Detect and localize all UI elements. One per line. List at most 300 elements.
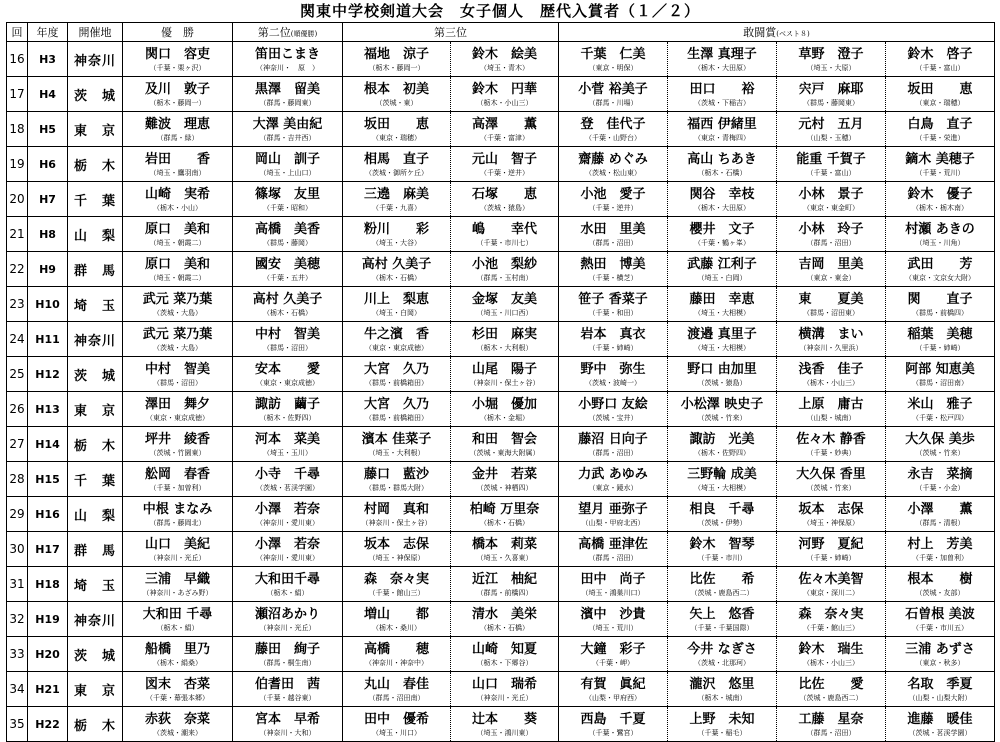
player-affiliation: （茨城・大島） <box>153 343 202 352</box>
player-affiliation: （神奈川・光丘） <box>149 553 206 562</box>
fighting-cell-3 <box>777 392 886 427</box>
player-affiliation: （栃木・小山三） <box>803 658 859 667</box>
player-name: 比佐 希 <box>689 571 755 587</box>
player-affiliation: （群馬・藤岡） <box>263 238 312 247</box>
player-affiliation: （埼玉・川口） <box>372 728 421 737</box>
table-row <box>7 322 995 357</box>
third-cell-1 <box>343 147 451 182</box>
player-affiliation: （埼玉・神保原） <box>803 518 859 527</box>
player-name: 今井 なぎさ <box>687 641 757 657</box>
player-affiliation: （千葉・山野台） <box>585 133 641 142</box>
player-affiliation: （埼玉・青木） <box>480 63 529 72</box>
fighting-cell-4 <box>886 637 995 672</box>
player-name: 濱中 沙貴 <box>580 606 646 622</box>
player-name: 小野口 友絵 <box>578 396 648 412</box>
player-name: 小澤 若奈 <box>254 501 320 517</box>
player-affiliation: （神奈川・ 原 ） <box>256 63 319 72</box>
player-name: 河本 菜美 <box>254 431 320 447</box>
player-affiliation: （千葉・昭和） <box>263 203 312 212</box>
table-row <box>7 462 995 497</box>
round-number: 23 <box>7 287 28 322</box>
player-name: 岡山 訓子 <box>254 151 320 167</box>
player-affiliation: （栃木・藤岡一） <box>368 63 425 72</box>
winner-cell <box>123 287 233 322</box>
fighting-cell-4 <box>886 357 995 392</box>
player-affiliation: （神奈川・愛川東） <box>256 518 319 527</box>
fighting-cell-1 <box>559 462 668 497</box>
player-affiliation: （千葉・和田） <box>588 308 638 317</box>
fighting-cell-4 <box>886 287 995 322</box>
round-number: 16 <box>7 42 28 77</box>
fighting-cell-4 <box>886 392 995 427</box>
third-cell-1 <box>343 532 451 567</box>
player-affiliation: （埼玉・荒川） <box>588 623 638 632</box>
fighting-cell-3 <box>777 252 886 287</box>
winner-cell <box>123 112 233 147</box>
player-name: 齋藤 めぐみ <box>578 151 648 167</box>
player-affiliation: （茨城・竹園東） <box>149 448 206 457</box>
table-row <box>7 567 995 602</box>
fighting-cell-3 <box>777 497 886 532</box>
year-cell: H21 <box>28 672 68 707</box>
player-affiliation: （埼玉・久喜東） <box>476 553 533 562</box>
second-cell <box>233 112 343 147</box>
player-name: 登 佳代子 <box>580 116 646 132</box>
player-name: 大和田千尋 <box>254 571 320 587</box>
player-affiliation: （千葉・市川五） <box>912 623 969 632</box>
fighting-cell-1 <box>559 672 668 707</box>
player-name: 丸山 春佳 <box>363 676 429 692</box>
table-row <box>7 392 995 427</box>
table-row <box>7 707 995 742</box>
player-name: 名取 季夏 <box>907 676 973 692</box>
player-affiliation: （茨城・友部） <box>915 588 965 597</box>
second-cell <box>233 462 343 497</box>
player-affiliation: （茨城・鹿島西二） <box>690 588 754 597</box>
player-affiliation: （栃木・小山三） <box>803 378 859 387</box>
venue-cell: 山 梨 <box>68 497 123 532</box>
venue-cell: 栃 木 <box>68 427 123 462</box>
year-cell: H15 <box>28 462 68 497</box>
fighting-cell-3 <box>777 357 886 392</box>
player-name: 福地 涼子 <box>363 46 429 62</box>
player-name: 村瀬 あきの <box>905 221 975 237</box>
player-affiliation: （山梨・玉穂） <box>806 133 856 142</box>
third-cell-1 <box>343 637 451 672</box>
player-affiliation: （山梨・山梨大附） <box>908 693 972 702</box>
player-name: 鈴木 円華 <box>471 81 537 97</box>
table-row <box>7 497 995 532</box>
player-affiliation: （埼玉・大原） <box>806 63 856 72</box>
player-affiliation: （千葉・逆井） <box>588 203 638 212</box>
player-affiliation: （栃木・石橋） <box>480 518 529 527</box>
venue-cell: 山 梨 <box>68 217 123 252</box>
second-cell <box>233 637 343 672</box>
player-affiliation: （千葉・鷺宮） <box>588 728 638 737</box>
player-affiliation: （千葉・五井） <box>263 273 312 282</box>
venue-cell: 茨 城 <box>68 77 123 112</box>
player-name: 高山 ちあき <box>687 151 757 167</box>
player-affiliation: （埼玉・川口西） <box>476 308 533 317</box>
third-cell-2 <box>451 182 559 217</box>
player-name: 杉田 麻実 <box>471 326 537 342</box>
fighting-cell-1 <box>559 77 668 112</box>
fighting-cell-4 <box>886 182 995 217</box>
table-row <box>7 182 995 217</box>
player-affiliation: （栃木・石橋） <box>372 273 421 282</box>
venue-cell: 埼 玉 <box>68 287 123 322</box>
player-affiliation: （茨城・伊勢） <box>697 518 747 527</box>
player-name: 東 夏美 <box>798 291 864 307</box>
third-cell-1 <box>343 602 451 637</box>
venue-cell: 埼 玉 <box>68 567 123 602</box>
fighting-cell-1 <box>559 707 668 742</box>
player-affiliation: （埼玉・朝霞二） <box>149 273 206 282</box>
player-name: 根本 樹 <box>907 571 973 587</box>
round-number: 24 <box>7 322 28 357</box>
fighting-cell-4 <box>886 147 995 182</box>
third-cell-1 <box>343 182 451 217</box>
second-cell <box>233 602 343 637</box>
third-cell-2 <box>451 532 559 567</box>
player-affiliation: （茨城・竹来） <box>915 448 965 457</box>
third-cell-2 <box>451 287 559 322</box>
player-affiliation: （千葉・姉崎） <box>915 343 965 352</box>
fighting-cell-2 <box>668 287 777 322</box>
round-number: 22 <box>7 252 28 287</box>
table-row <box>7 252 995 287</box>
third-cell-2 <box>451 427 559 462</box>
fighting-cell-4 <box>886 252 995 287</box>
player-name: 藤田 絢子 <box>254 641 320 657</box>
player-affiliation: （神奈川・保土ヶ谷） <box>469 378 540 387</box>
player-name: 黒澤 留美 <box>254 81 320 97</box>
player-affiliation: （群馬・沼田） <box>588 553 638 562</box>
player-affiliation: （千葉・千葉国際） <box>690 623 754 632</box>
table-row <box>7 637 995 672</box>
fighting-cell-1 <box>559 602 668 637</box>
header-third: 第三位 <box>343 23 559 42</box>
player-name: 安本 愛 <box>254 361 320 377</box>
player-name: 相良 千尋 <box>689 501 755 517</box>
player-affiliation: （群馬・沼田） <box>806 238 856 247</box>
player-affiliation: （群馬・沼田南） <box>912 378 969 387</box>
player-name: 中根 まなみ <box>142 501 213 517</box>
player-name: 小林 玲子 <box>798 221 864 237</box>
fighting-cell-3 <box>777 147 886 182</box>
table-row <box>7 427 995 462</box>
player-affiliation: （栃木・絹） <box>266 588 309 597</box>
fighting-cell-1 <box>559 182 668 217</box>
player-affiliation: （茨城・茗渓学園） <box>908 728 972 737</box>
third-cell-2 <box>451 567 559 602</box>
third-cell-1 <box>343 77 451 112</box>
player-affiliation: （栃木・石橋） <box>480 623 529 632</box>
winners-table <box>6 22 995 742</box>
player-name: 笛田こまき <box>254 46 320 62</box>
player-affiliation: （群馬・前橋箱田） <box>365 413 428 422</box>
player-name: 川上 梨恵 <box>363 291 429 307</box>
player-name: 諏訪 光美 <box>689 431 755 447</box>
player-affiliation: （栃木・絹） <box>156 623 199 632</box>
player-name: 田口 裕 <box>689 81 755 97</box>
player-name: 野中 弥生 <box>580 361 646 377</box>
player-name: 田中 尚子 <box>580 571 646 587</box>
player-affiliation: （千葉・加曽利） <box>912 553 969 562</box>
round-number: 19 <box>7 147 28 182</box>
second-cell <box>233 357 343 392</box>
year-cell: H7 <box>28 182 68 217</box>
venue-cell: 神奈川 <box>68 602 123 637</box>
third-cell-2 <box>451 112 559 147</box>
player-name: 坂本 志保 <box>363 536 429 552</box>
player-affiliation: （千葉・小金） <box>915 483 965 492</box>
player-name: 福西 伊緒里 <box>687 116 757 132</box>
table-row <box>7 602 995 637</box>
player-name: 米山 雅子 <box>907 396 973 412</box>
fighting-cell-3 <box>777 287 886 322</box>
player-name: 大久保 香里 <box>796 466 866 482</box>
player-name: 藤田 幸恵 <box>689 291 755 307</box>
player-affiliation: （山梨・甲府北西） <box>581 518 645 527</box>
round-number: 18 <box>7 112 28 147</box>
player-affiliation: （茨城・御所ケ丘） <box>365 168 428 177</box>
venue-cell: 栃 木 <box>68 147 123 182</box>
round-number: 17 <box>7 77 28 112</box>
player-name: 関谷 幸枝 <box>689 186 755 202</box>
fighting-cell-1 <box>559 497 668 532</box>
player-affiliation: （栃木・大田原） <box>694 203 750 212</box>
second-cell <box>233 182 343 217</box>
fighting-cell-4 <box>886 322 995 357</box>
player-affiliation: （千葉・富津） <box>480 133 529 142</box>
player-name: 中村 智美 <box>254 326 320 342</box>
winner-cell <box>123 217 233 252</box>
player-name: 三浦 あずさ <box>905 641 975 657</box>
third-cell-2 <box>451 252 559 287</box>
player-name: 柏崎 万里奈 <box>469 501 540 517</box>
player-name: 大宮 久乃 <box>363 361 429 377</box>
round-number: 34 <box>7 672 28 707</box>
player-name: 上原 庸古 <box>798 396 864 412</box>
player-name: 小菅 裕美子 <box>578 81 648 97</box>
fighting-cell-4 <box>886 427 995 462</box>
player-name: 武元 菜乃葉 <box>142 326 213 342</box>
third-cell-1 <box>343 112 451 147</box>
winner-cell <box>123 252 233 287</box>
player-name: 山崎 実希 <box>144 186 210 202</box>
player-affiliation: （群馬・吉井西） <box>259 133 316 142</box>
player-affiliation: （千葉・荒川） <box>915 168 965 177</box>
player-name: 岩本 真衣 <box>580 326 646 342</box>
round-number: 26 <box>7 392 28 427</box>
player-name: 嶋 幸代 <box>471 221 537 237</box>
player-affiliation: （茨城・波崎一） <box>585 378 641 387</box>
player-affiliation: （茨城・東） <box>375 98 418 107</box>
player-name: 武田 芳 <box>907 256 973 272</box>
year-cell: H10 <box>28 287 68 322</box>
table-row <box>7 147 995 182</box>
fighting-cell-3 <box>777 112 886 147</box>
player-affiliation: （茨城・北那珂） <box>694 658 750 667</box>
winner-cell <box>123 42 233 77</box>
player-affiliation: （茨城・宝井） <box>588 413 638 422</box>
year-cell: H4 <box>28 77 68 112</box>
third-cell-2 <box>451 707 559 742</box>
fighting-cell-2 <box>668 637 777 672</box>
header-fighting-spirit <box>559 23 995 42</box>
venue-cell: 東 京 <box>68 112 123 147</box>
header-fighting-label: 敢闘賞 <box>743 26 777 39</box>
fighting-cell-2 <box>668 217 777 252</box>
fighting-cell-2 <box>668 252 777 287</box>
venue-cell: 茨 城 <box>68 637 123 672</box>
fighting-cell-1 <box>559 112 668 147</box>
player-affiliation: （埼玉・白岡） <box>697 273 747 282</box>
player-affiliation: （栃木・佐野四） <box>259 413 316 422</box>
player-name: 関 直子 <box>907 291 973 307</box>
player-affiliation: （千葉・幕張本郷） <box>146 693 209 702</box>
player-affiliation: （千葉・姉崎） <box>588 343 638 352</box>
player-name: 図末 杏菜 <box>144 676 210 692</box>
winner-cell <box>123 707 233 742</box>
player-name: 大和田 千尋 <box>142 606 213 622</box>
header-fighting-note: (ベスト８) <box>776 30 810 38</box>
player-affiliation: （埼玉・大相模） <box>694 483 750 492</box>
player-name: 金井 若菜 <box>471 466 537 482</box>
player-name: 三浦 早織 <box>144 571 210 587</box>
third-cell-2 <box>451 42 559 77</box>
player-affiliation: （群馬・沼田） <box>588 238 638 247</box>
player-name: 高橋 穂 <box>363 641 429 657</box>
player-name: 坂田 恵 <box>363 116 429 132</box>
venue-cell: 神奈川 <box>68 42 123 77</box>
player-affiliation: （栃木・佐野四） <box>694 448 750 457</box>
player-affiliation: （栃木・金堀） <box>480 413 529 422</box>
player-affiliation: （群馬・桐生南） <box>259 658 316 667</box>
player-affiliation: （東京・文京女大附） <box>905 273 976 282</box>
third-cell-1 <box>343 427 451 462</box>
player-affiliation: （神奈川・光丘） <box>476 693 533 702</box>
table-row <box>7 42 995 77</box>
player-name: 西島 千夏 <box>580 711 646 727</box>
player-affiliation: （群馬・前橋箱田） <box>365 378 428 387</box>
table-row <box>7 672 995 707</box>
player-name: 原口 美和 <box>144 221 210 237</box>
table-row <box>7 532 995 567</box>
second-cell <box>233 707 343 742</box>
fighting-cell-2 <box>668 182 777 217</box>
player-name: 稲葉 美穂 <box>907 326 973 342</box>
player-affiliation: （栃木・藤岡一） <box>149 98 206 107</box>
player-affiliation: （群馬・藤岡北） <box>149 518 206 527</box>
player-affiliation: （千葉・九喜） <box>372 203 421 212</box>
player-affiliation: （神奈川・愛川東） <box>256 553 319 562</box>
fighting-cell-2 <box>668 77 777 112</box>
fighting-cell-2 <box>668 707 777 742</box>
fighting-cell-3 <box>777 182 886 217</box>
third-cell-1 <box>343 567 451 602</box>
fighting-cell-3 <box>777 602 886 637</box>
player-name: 舩岡 春香 <box>144 466 210 482</box>
fighting-cell-2 <box>668 147 777 182</box>
player-name: 武藤 江利子 <box>687 256 757 272</box>
player-name: 辻本 葵 <box>471 711 537 727</box>
third-cell-1 <box>343 322 451 357</box>
player-affiliation: （神奈川・あざみ野） <box>142 588 213 597</box>
fighting-cell-3 <box>777 427 886 462</box>
winner-cell <box>123 602 233 637</box>
player-name: 鈴木 絵美 <box>471 46 537 62</box>
fighting-cell-1 <box>559 532 668 567</box>
player-name: 進藤 暖佳 <box>907 711 973 727</box>
player-affiliation: （群馬・沼田） <box>588 448 638 457</box>
player-name: 佐々木 静香 <box>796 431 866 447</box>
player-affiliation: （千葉・市川） <box>697 553 747 562</box>
venue-cell: 千 葉 <box>68 462 123 497</box>
fighting-cell-2 <box>668 322 777 357</box>
player-name: 難波 理恵 <box>144 116 210 132</box>
fighting-cell-1 <box>559 322 668 357</box>
player-name: 清水 美栄 <box>471 606 537 622</box>
player-name: 有賀 眞紀 <box>580 676 646 692</box>
fighting-cell-2 <box>668 392 777 427</box>
player-affiliation: （東京・東京成徳） <box>256 378 319 387</box>
header-num: 回 <box>7 23 28 42</box>
player-name: 石塚 恵 <box>471 186 537 202</box>
player-name: 武元 菜乃葉 <box>142 291 213 307</box>
fighting-cell-3 <box>777 707 886 742</box>
player-affiliation: （埼玉・上山口） <box>259 168 316 177</box>
header-second <box>233 23 343 42</box>
player-affiliation: （東京・東金） <box>806 273 856 282</box>
year-cell: H6 <box>28 147 68 182</box>
fighting-cell-3 <box>777 322 886 357</box>
player-affiliation: （栃木・下郷谷） <box>476 658 533 667</box>
player-affiliation: （群馬・藤岡東） <box>803 98 859 107</box>
player-name: 大宮 久乃 <box>363 396 429 412</box>
player-name: 元山 智子 <box>471 151 537 167</box>
player-affiliation: （千葉・富山） <box>915 63 965 72</box>
year-cell: H16 <box>28 497 68 532</box>
fighting-cell-2 <box>668 357 777 392</box>
player-name: 村上 芳美 <box>907 536 973 552</box>
fighting-cell-2 <box>668 42 777 77</box>
third-cell-1 <box>343 707 451 742</box>
player-name: 橋本 莉菜 <box>471 536 537 552</box>
round-number: 25 <box>7 357 28 392</box>
player-affiliation: （千葉・館山三） <box>368 588 425 597</box>
player-name: 三遶 麻美 <box>363 186 429 202</box>
fighting-cell-2 <box>668 532 777 567</box>
third-cell-2 <box>451 637 559 672</box>
player-affiliation: （埼玉・川角） <box>915 238 965 247</box>
player-name: 諏訪 繭子 <box>254 396 320 412</box>
winner-cell <box>123 427 233 462</box>
player-name: 阿部 知恵美 <box>905 361 975 377</box>
player-affiliation: （埼玉・鷹羽南） <box>149 168 206 177</box>
year-cell: H8 <box>28 217 68 252</box>
player-affiliation: （埼玉・朝霞二） <box>149 238 206 247</box>
header-venue: 開催地 <box>68 23 123 42</box>
venue-cell: 茨 城 <box>68 357 123 392</box>
player-name: 小林 景子 <box>798 186 864 202</box>
header-second-label: 第二位 <box>257 26 291 39</box>
player-affiliation: （千葉・姉崎） <box>806 553 856 562</box>
second-cell <box>233 322 343 357</box>
player-name: 森 奈々実 <box>798 606 864 622</box>
table-row <box>7 217 995 252</box>
